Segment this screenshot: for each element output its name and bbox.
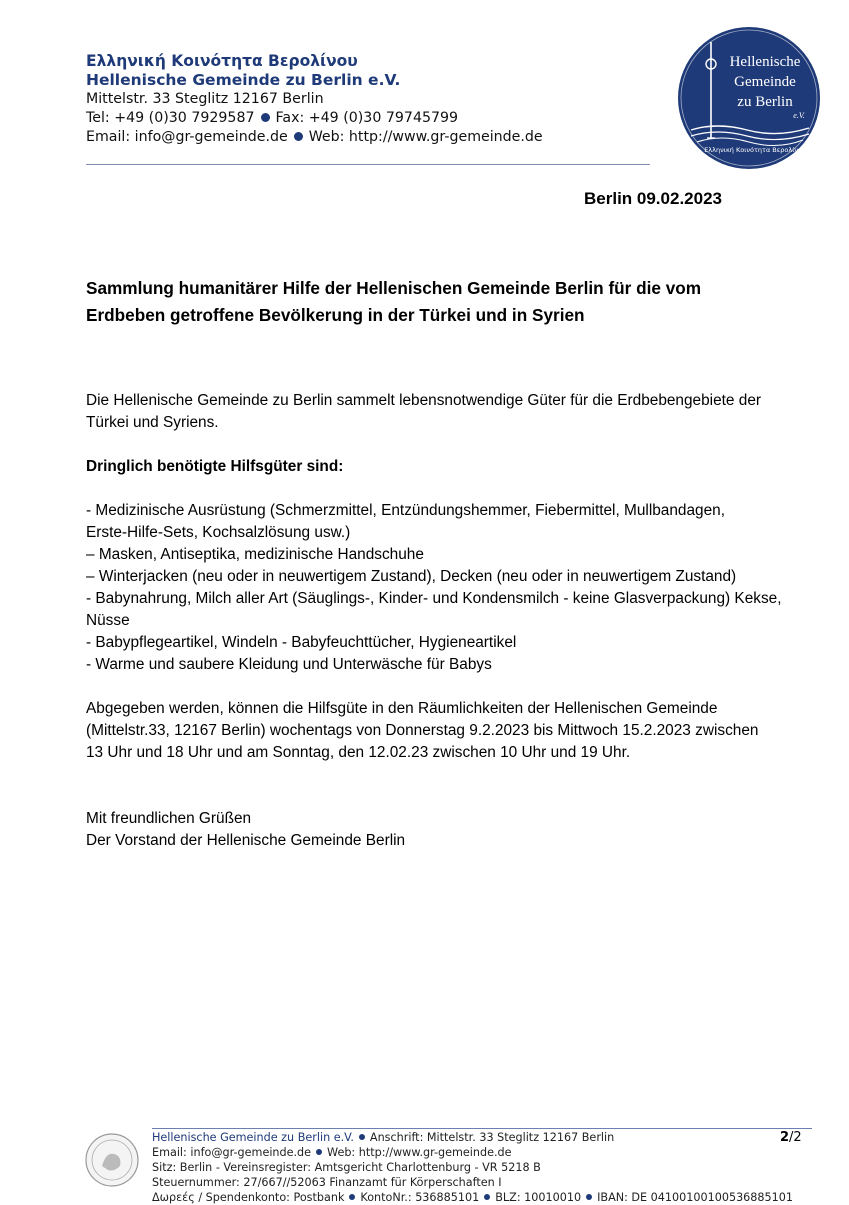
footer-tax: Steuernummer: 27/667//52063 Finanzamt für Körperschaften I [152, 1176, 502, 1189]
letter-date: Berlin 09.02.2023 [584, 189, 722, 208]
page-current: 2 [780, 1130, 790, 1145]
org-address: Mittelstr. 33 Steglitz 12167 Berlin [86, 91, 324, 107]
letterhead [86, 52, 646, 147]
list-item: - Medizinische Ausrüstung (Schmerzmittel, Entzündungshemmer, Fiebermittel, Mullbandagen, [86, 502, 726, 519]
closing: Mit freundlichen Grüßen [86, 810, 252, 827]
bullet-icon [484, 1194, 490, 1200]
list-item: – Masken, Antiseptika, medizinische Handschuhe [86, 546, 424, 563]
list-item: - Babynahrung, Milch aller Art (Säuglings-, Kinder- und Kondensmilch - keine Glasverpackung) Kekse, [86, 590, 782, 607]
signature: Der Vorstand der Hellenische Gemeinde Berlin [86, 832, 406, 849]
org-name-german: Hellenische Gemeinde zu Berlin e.V. [86, 71, 401, 89]
footer-bank: Δωρεές / Spendenkonto: Postbank [152, 1191, 345, 1204]
footer-divider [152, 1128, 812, 1129]
page-total: /2 [789, 1130, 802, 1145]
needed-heading: Dringlich benötigte Hilfsgüter sind: [86, 458, 344, 475]
bullet-icon [294, 132, 303, 141]
footer-org: Hellenische Gemeinde zu Berlin e.V. [152, 1131, 354, 1144]
org-web[interactable]: Web: http://www.gr-gemeinde.de [308, 129, 543, 145]
org-name-greek: Ελληνική Κοινότητα Βερολίνου [86, 52, 358, 70]
dropoff-line: (Mittelstr.33, 12167 Berlin) wochentags von Donnerstag 9.2.2023 bis Mittwoch 15.2.2023 zwischen [86, 722, 759, 739]
title-line: Sammlung humanitärer Hilfe der Hellenischen Gemeinde Berlin für die vom [86, 278, 702, 298]
org-tel: Tel: +49 (0)30 7929587 [86, 110, 255, 126]
bullet-icon [316, 1149, 322, 1155]
bullet-icon [586, 1194, 592, 1200]
dropoff-line: 13 Uhr und 18 Uhr und am Sonntag, den 12.02.23 zwischen 10 Uhr und 19 Uhr. [86, 744, 631, 761]
org-email[interactable]: Email: info@gr-gemeinde.de [86, 129, 288, 145]
page-footer [0, 1118, 849, 1204]
footer-address: Anschrift: Mittelstr. 33 Steglitz 12167 Berlin [369, 1131, 615, 1144]
logo-text-3: zu Berlin [737, 94, 793, 110]
letter-body [86, 390, 806, 852]
footer-konto: KontoNr.: 536885101 [360, 1191, 480, 1204]
bullet-icon [261, 113, 270, 122]
intro-line: Die Hellenische Gemeinde zu Berlin sammelt lebensnotwendige Güter für die Erdbebengebiete der [86, 392, 762, 409]
footer-email[interactable]: Email: info@gr-gemeinde.de [152, 1146, 312, 1159]
list-item: Erste-Hilfe-Sets, Kochsalzlösung usw.) [86, 524, 351, 541]
org-contact-line [86, 128, 646, 147]
bullet-icon [349, 1194, 355, 1200]
dropoff-line: Abgegeben werden, können die Hilfsgüte in den Räumlichkeiten der Hellenischen Gemeinde [86, 700, 718, 717]
footer-iban: IBAN: DE 04100100100536885101 [597, 1191, 794, 1204]
footer-web[interactable]: Web: http://www.gr-gemeinde.de [327, 1146, 512, 1159]
seal-icon [84, 1132, 140, 1188]
logo-text-4: e.V. [793, 111, 805, 120]
list-item: – Winterjacken (neu oder in neuwertigem Zustand), Decken (neu oder in neuwertigem Zustand) [86, 568, 737, 585]
title-line: Erdbeben getroffene Bevölkerung in der Türkei und in Syrien [86, 305, 585, 325]
letterhead-divider [86, 164, 650, 165]
logo-caption: Ελληνική Κοινότητα Βερολίνου [704, 146, 806, 154]
list-item: Nüsse [86, 612, 130, 629]
letter-title [86, 275, 786, 329]
logo-text-1: Hellenische [729, 54, 801, 70]
footer-blz: BLZ: 10010010 [495, 1191, 582, 1204]
logo-text-2: Gemeinde [734, 74, 796, 90]
bullet-icon [359, 1134, 365, 1140]
footer-register: Sitz: Berlin - Vereinsregister: Amtsgericht Charlottenburg - VR 5218 B [152, 1161, 541, 1174]
list-item: - Warme und saubere Kleidung und Unterwäsche für Babys [86, 656, 492, 673]
org-phone-line [86, 109, 646, 128]
page-number [780, 1130, 802, 1145]
list-item: - Babypflegeartikel, Windeln - Babyfeuchttücher, Hygieneartikel [86, 634, 517, 651]
org-logo [677, 26, 821, 170]
org-fax: Fax: +49 (0)30 79745799 [275, 110, 459, 126]
footer-text [152, 1130, 793, 1205]
intro-line: Türkei und Syriens. [86, 414, 219, 431]
